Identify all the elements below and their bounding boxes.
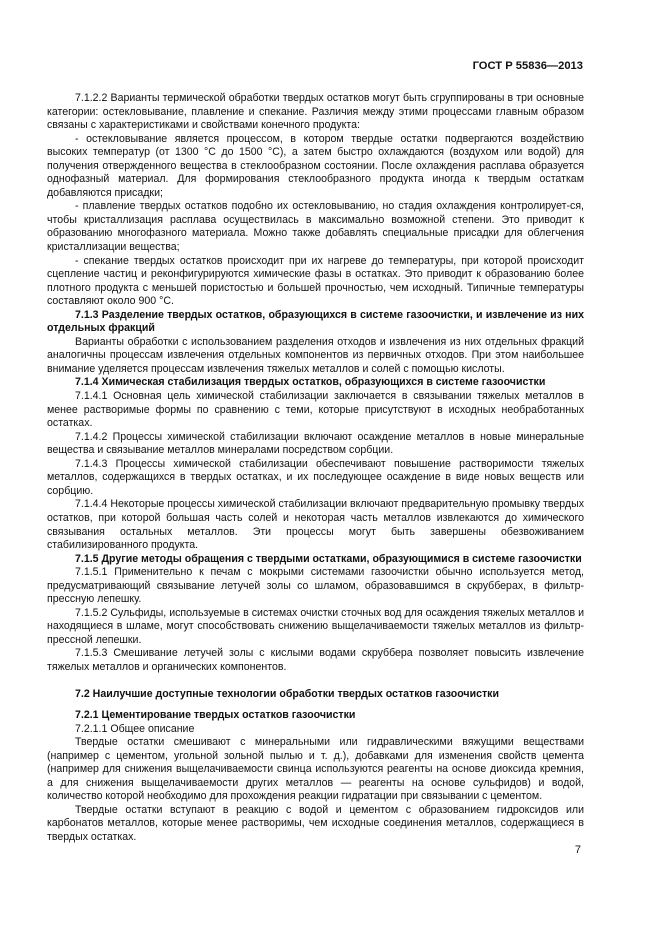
paragraph-separation: Варианты обработки с использованием разделения отходов и извлечения из них отдельных фракций аналогичны процессам извлечения отдельных компонентов из первичных отходов. При этом наибольшее внимание уделяется процессам извлечения тяжелых металлов и солей с помощью кислоты. bbox=[47, 335, 584, 375]
paragraph-sintering: - спекание твердых остатков происходит при их нагреве до температуры, при которой происходит сцепление частиц и реконфигурируются химические фазы в остатках. Это приводит к образованию более плотного продукта с меньшей пористостью и большей прочностью, чем исходный. Типичные температуры составляют около 900 °С. bbox=[47, 254, 584, 308]
subsection-heading-7-2-1-1: 7.2.1.1 Общее описание bbox=[75, 722, 195, 735]
paragraph-melting: - плавление твердых остатков подобно их остекловыванию, но стадия охлаждения контролирует-ся, чтобы кристаллизация расплава осуществилась в максимально возможной степени. Это приводит к образованию многофазного материала. Можно также добавлять специальные присадки для облегчения кристаллизации вещества; bbox=[47, 200, 584, 254]
paragraph-7-1-2-2: 7.1.2.2 Варианты термической обработки твердых остатков могут быть сгруппированы в три основные категории: остекловывание, плавление и спекание. Различия между этими процессами главным образом связаны с характеристиками и свойствами конечного продукта: bbox=[47, 92, 584, 132]
paragraph-7-1-4-2: 7.1.4.2 Процессы химической стабилизации включают осаждение металлов в новые минеральные вещества и связывание металлов минералами посредством сорбции. bbox=[47, 430, 584, 457]
standard-header: ГОСТ Р 55836—2013 bbox=[472, 60, 583, 72]
paragraph-7-1-4-4: 7.1.4.4 Некоторые процессы химической стабилизации включают предварительную промывку твердых остатков, при которой большая часть солей и некоторая часть металлов извлекаются до химического связывания остальных металлов. Эти процессы могут быть завершены обезвоживанием стабилизированного продукта. bbox=[47, 498, 584, 552]
paragraph-7-1-5-2: 7.1.5.2 Сульфиды, используемые в системах очистки сточных вод для осаждения тяжелых металлов и находящиеся в шламе, могут способствовать снижению выщелачиваемости тяжелых металлов из фильтр-прессной лепешки. bbox=[47, 606, 584, 646]
paragraph-cementing-reaction: Твердые остатки вступают в реакцию с водой и цементом с образованием гидроксидов или карбонатов металлов, которые менее растворимы, чем исходные соединения металлов, содержащиеся в твердых остатках. bbox=[47, 803, 584, 843]
paragraph-7-1-5-3: 7.1.5.3 Смешивание летучей золы с кислыми водами скруббера позволяет повысить извлечение тяжелых металлов и органических компонентов. bbox=[47, 647, 584, 673]
paragraph-7-1-4-1: 7.1.4.1 Основная цель химической стабилизации заключается в связывании тяжелых металлов в менее растворимые формы по сравнению с теми, которые присутствуют в исходных необработанных остатках. bbox=[47, 390, 584, 430]
document-body bbox=[47, 92, 584, 845]
section-heading-7-1-4: 7.1.4 Химическая стабилизация твердых остатков, образующихся в системе газоочистки bbox=[75, 376, 546, 389]
paragraph-vitrification: - остекловывание является процессом, в котором твердые остатки подвергаются воздействию высоких температур (от 1300 °С до 1500 °С), а затем быстро охлаждаются (воздухом или водой) для получения отвержденного вещества в стеклообразном состоянии. После охлаждения расплава образуется однофазный материал. Для формирования стеклообразного продукта иногда к твердым остаткам добавляются присадки; bbox=[47, 132, 584, 199]
paragraph-7-1-4-3: 7.1.4.3 Процессы химической стабилизации обеспечивают повышение растворимости тяжелых металлов, содержащихся в твердых остатках, и их последующее осаждение в виде новых веществ или сорбцию. bbox=[47, 457, 584, 497]
section-heading-7-2-1: 7.2.1 Цементирование твердых остатков газоочистки bbox=[75, 709, 356, 722]
section-heading-7-1-5: 7.1.5 Другие методы обращения с твердыми остатками, образующимися в системе газоочистки bbox=[75, 552, 582, 565]
paragraph-cementing-description: Твердые остатки смешивают с минеральными или гидравлическими вяжущими веществами (например с цементом, угольной зольной пылью и т. д.), добавками для изменения свойств цемента (например для снижения выщелачиваемости свинца используются реагенты на основе диоксида кремния, а для снижения выщелачиваемости других металлов — реагенты на основе сульфидов) и водой, количество которой необходимо для прохождения реакции гидратации при связывании с цементом. bbox=[47, 736, 584, 803]
section-heading-7-1-3: 7.1.3 Разделение твердых остатков, образующихся в системе газоочистки, и извлечение из них отдельных фракций bbox=[47, 308, 584, 335]
section-heading-7-2: 7.2 Наилучшие доступные технологии обработки твердых остатков газоочистки bbox=[75, 687, 499, 700]
page-number: 7 bbox=[574, 844, 581, 856]
paragraph-7-1-5-1: 7.1.5.1 Применительно к печам с мокрыми системами газоочистки обычно используется метод, предусматривающий связывание летучей золы со шламом, образовавшимся в скрубберах, в фильтр-прессную лепешку. bbox=[47, 566, 584, 606]
